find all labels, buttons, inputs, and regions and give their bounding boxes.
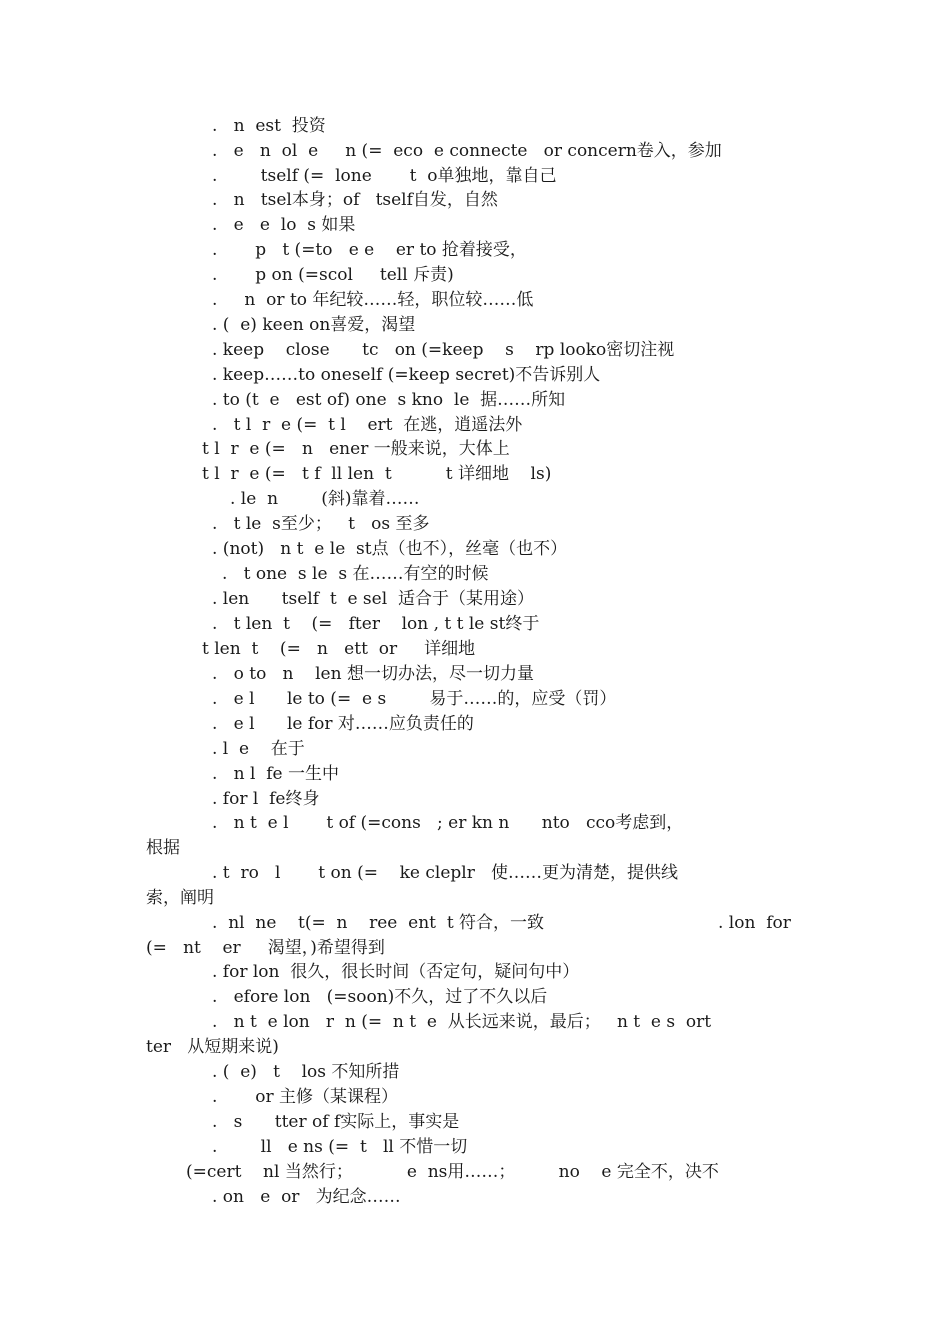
text-line: . l e 在于	[212, 739, 305, 759]
text-line: . t l r e (= t l ert 在逃，逍遥法外	[212, 415, 523, 435]
text-line: . len tself t e sel 适合于（某用途）	[212, 589, 534, 609]
text-line: . for l fe终身	[212, 789, 320, 809]
text-line: . o to n len 想一切办法，尽一切力量	[212, 664, 534, 684]
text-line: . t ro l t on (= ke cleplr 使……更为清楚，提供线	[212, 863, 679, 883]
text-line: . e e lo s 如果	[212, 215, 356, 235]
text-line: . e n ol e n (= eco e connecte or concern卷入，参加	[212, 141, 722, 161]
text-line: . keep……to oneself (=keep secret)不告诉别人	[212, 365, 601, 385]
text-line: . t one s le s 在……有空的时候	[222, 564, 489, 584]
text-line: (=cert nl 当然行； e ns用……； no e 完全不，决不	[186, 1162, 719, 1182]
text-line: . n l fe 一生中	[212, 764, 339, 784]
text-line: . ll e ns (= t ll 不惜一切	[212, 1137, 468, 1157]
text-line: . n est 投资	[212, 116, 326, 136]
text-line: t len t (= n ett or 详细地	[202, 639, 476, 659]
text-line: 根据	[146, 838, 180, 858]
text-line: . ( e) keen on喜爱，渴望	[212, 315, 416, 335]
text-line: . p on (=scol tell 斥责)	[212, 265, 454, 285]
text-line: . n t e lon r n (= n t e 从长远来说，最后； n t e s ort	[212, 1012, 712, 1032]
text-line: . lon for	[718, 913, 791, 933]
text-line: . le n (斜)靠着……	[230, 489, 420, 509]
text-line: . n tsel本身；of tself自发，自然	[212, 190, 498, 210]
text-line: . to (t e est of) one s kno le 据……所知	[212, 390, 566, 410]
text-line: . e l le to (= e s 易于……的，应受（罚）	[212, 689, 617, 709]
text-line: . for lon 很久，很长时间（否定句，疑问句中）	[212, 962, 580, 982]
text-line: 索，阐明	[146, 888, 214, 908]
text-line: . t len t (= fter lon , t t le st终于	[212, 614, 540, 634]
text-line: . s tter of f实际上，事实是	[212, 1112, 460, 1132]
text-line: (= nt er 渴望，)希望得到	[146, 938, 385, 958]
text-line: ter 从短期来说)	[146, 1037, 279, 1057]
text-line: . efore lon (=soon)不久，过了不久以后	[212, 987, 548, 1007]
text-line: . n or to 年纪较……轻，职位较……低	[212, 290, 534, 310]
text-line: . n t e l t of (=cons ; er kn n nto cco考虑到，	[212, 813, 684, 833]
text-line: . e l le for 对……应负责任的	[212, 714, 474, 734]
text-line: . t le s至少； t os 至多	[212, 514, 430, 534]
text-line: . p t (=to e e er to 抢着接受，	[212, 240, 527, 260]
text-line: . nl ne t(= n ree ent t 符合，一致	[212, 913, 545, 933]
text-line: . keep close tc on (=keep s rp looko密切注视	[212, 340, 675, 360]
text-line: t l r e (= t f ll len t t 详细地 ls)	[202, 464, 552, 484]
text-line: . (not) n t e le st点（也不），丝毫（也不）	[212, 539, 568, 559]
text-line: t l r e (= n ener 一般来说，大体上	[202, 439, 510, 459]
text-line: . on e or 为纪念……	[212, 1187, 401, 1207]
text-line: . tself (= lone t o单独地，靠自己	[212, 166, 557, 186]
text-line: . or 主修（某课程）	[212, 1087, 398, 1107]
text-line: . ( e) t los 不知所措	[212, 1062, 400, 1082]
